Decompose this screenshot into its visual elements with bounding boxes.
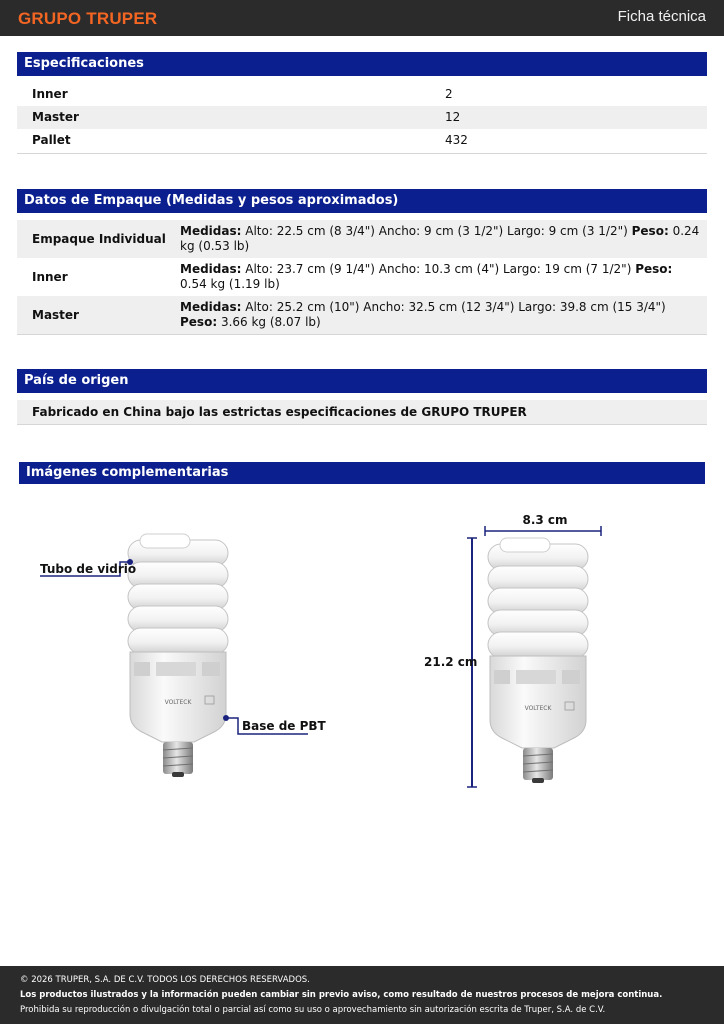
- base-label: Base de PBT: [242, 719, 326, 733]
- divider: [17, 334, 707, 335]
- divider: [17, 424, 707, 425]
- specs-value: 432: [445, 133, 468, 147]
- specs-value: 12: [445, 110, 461, 124]
- origin-heading: País de origen: [17, 369, 707, 393]
- brand-label: VOLTECK: [164, 699, 192, 706]
- brand-label: VOLTECK: [524, 705, 552, 712]
- width-dimension: [485, 513, 601, 536]
- packaging-label: Master: [32, 308, 79, 322]
- bulb-right: [488, 538, 588, 783]
- glass-label: Tubo de vidrio: [40, 562, 137, 576]
- specs-value: 2: [445, 87, 453, 101]
- glass-spiral: [488, 538, 588, 658]
- height-label: 21.2 cm: [424, 655, 478, 669]
- specs-label: Inner: [32, 87, 68, 101]
- specs-label: Master: [32, 110, 79, 124]
- callout-glass: [40, 559, 136, 576]
- company-logo: GRUPO TRUPER: [18, 9, 158, 28]
- height-dimension: [424, 538, 477, 787]
- product-figures: [0, 500, 724, 800]
- packaging-row: [17, 220, 707, 258]
- packaging-details: Medidas: Alto: 23.7 cm (9 1/4") Ancho: 10.3 cm (4") Largo: 19 cm (7 1/2") Peso: 0.54 kg (1.19 lb): [180, 262, 673, 291]
- specs-row: [17, 129, 707, 152]
- footer: [0, 966, 724, 1024]
- top-bar: [0, 0, 724, 36]
- glass-spiral: [128, 534, 228, 654]
- specs-row: [17, 106, 707, 129]
- footer-copyright: © 2026 TRUPER, S.A. DE C.V. TODOS LOS DERECHOS RESERVADOS.: [20, 975, 310, 985]
- footer-notice: Los productos ilustrados y la información pueden cambiar sin previo aviso, como resultado de nuestros procesos de mejora continua.: [20, 990, 663, 1000]
- callout-base: [223, 715, 327, 734]
- divider: [17, 153, 707, 154]
- packaging-details: Medidas: Alto: 25.2 cm (10") Ancho: 32.5 cm (12 3/4") Largo: 39.8 cm (15 3/4") Peso: 3.66 kg (8.07 lb): [180, 300, 666, 329]
- specs-label: Pallet: [32, 133, 71, 147]
- packaging-row: [17, 258, 707, 296]
- packaging-row: [17, 296, 707, 334]
- bulb-left: [128, 534, 228, 777]
- images-heading: Imágenes complementarias: [19, 462, 705, 484]
- specs-heading: Especificaciones: [17, 52, 707, 76]
- specs-row: [17, 83, 707, 106]
- document-title: Ficha técnica: [617, 8, 706, 25]
- origin-row: [17, 400, 707, 424]
- packaging-label: Inner: [32, 270, 68, 284]
- packaging-label: Empaque Individual: [32, 232, 166, 246]
- packaging-heading: Datos de Empaque (Medidas y pesos aproximados): [17, 189, 707, 213]
- packaging-details: Medidas: Alto: 22.5 cm (8 3/4") Ancho: 9 cm (3 1/2") Largo: 9 cm (3 1/2") Peso: 0.24 kg (0.53 lb): [180, 224, 700, 253]
- origin-text: Fabricado en China bajo las estrictas especificaciones de GRUPO TRUPER: [32, 405, 527, 419]
- width-label: 8.3 cm: [522, 513, 568, 527]
- footer-legal: Prohibida su reproducción o divulgación total o parcial así como su uso o aprovechamiento sin autorización escrita de Truper, S.A. de C.V.: [20, 1005, 606, 1015]
